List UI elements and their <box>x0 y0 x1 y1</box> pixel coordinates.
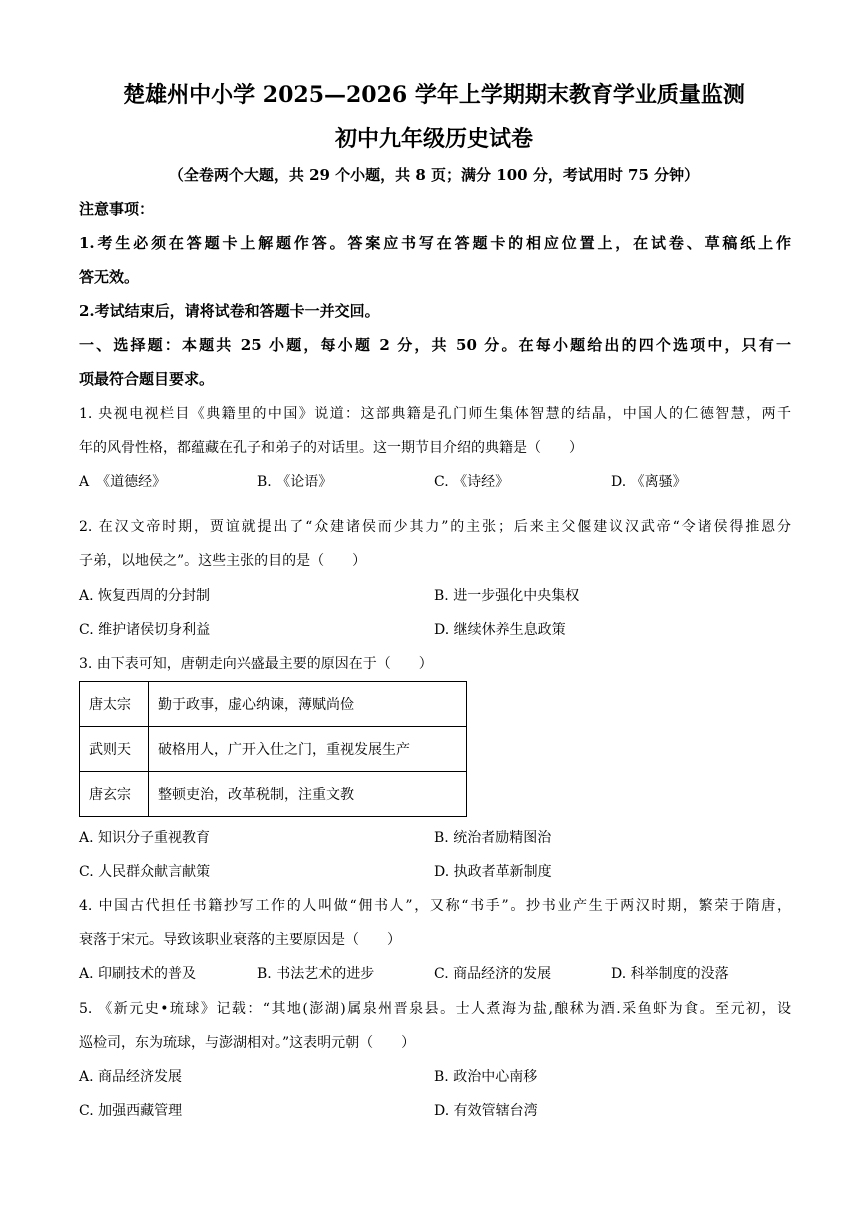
question-4-option-a[interactable]: A. 印刷技术的普及 <box>79 966 197 982</box>
question-5-option-c[interactable]: C. 加强西藏管理 <box>79 1103 183 1119</box>
table-cell-policy: 破格用人，广开入仕之门，重视发展生产 <box>149 727 467 772</box>
table-row <box>80 727 467 772</box>
question-3-option-b[interactable]: B. 统治者励精图治 <box>434 830 552 846</box>
notice-heading: 注意事项： <box>79 200 155 218</box>
exam-info: （全卷两个大题，共 29 个小题，共 8 页；满分 100 分，考试用时 75 分钟） <box>168 166 700 184</box>
question-4-stem-line-2: 衰落于宋元。导致该职业衰落的主要原因是（ ） <box>79 932 401 948</box>
question-5-option-d[interactable]: D. 有效管辖台湾 <box>434 1103 538 1119</box>
table-row <box>80 772 467 817</box>
table-cell-ruler: 唐太宗 <box>80 682 149 727</box>
section-1-heading-line-2: 项最符合题目要求。 <box>79 370 215 388</box>
question-3-stem-line-1: 3. 由下表可知，唐朝走向兴盛最主要的原因在于（ ） <box>79 656 433 672</box>
question-5-option-a[interactable]: A. 商品经济发展 <box>79 1069 183 1085</box>
question-5-stem-line-2: 巡检司，东为琉球，与澎湖相对。”这表明元朝（ ） <box>79 1035 416 1051</box>
table-cell-ruler: 武则天 <box>80 727 149 772</box>
question-1-stem-line-1: 1. 央视电视栏目《典籍里的中国》说道：这部典籍是孔门师生集体智慧的结晶，中国人的仁德智慧，两千 <box>79 406 791 422</box>
notice-item-2: 2.考试结束后，请将试卷和答题卡一并交回。 <box>79 302 380 320</box>
question-5-stem-line-1: 5. 《新元史•琉球》记载：“其地(澎湖)属泉州晋泉县。士人煮海为盐,酿秫为酒.采鱼虾为食。至元初，设 <box>79 1001 791 1017</box>
question-3-option-a[interactable]: A. 知识分子重视教育 <box>79 830 211 846</box>
question-2-option-d[interactable]: D. 继续休养生息政策 <box>434 622 566 638</box>
question-2-option-a[interactable]: A. 恢复西周的分封制 <box>79 588 211 604</box>
section-1-heading-line-1: 一、选择题：本题共 25 小题，每小题 2 分，共 50 分。在每小题给出的四个选项中，只有一 <box>79 336 791 354</box>
question-3-option-c[interactable]: C. 人民群众献言献策 <box>79 864 211 880</box>
table-row <box>80 682 467 727</box>
question-1-stem-line-2: 年的风骨性格，都蕴藏在孔子和弟子的对话里。这一期节目介绍的典籍是（ ） <box>79 440 583 456</box>
question-4-option-b[interactable]: B. 书法艺术的进步 <box>257 966 375 982</box>
table-cell-ruler: 唐玄宗 <box>80 772 149 817</box>
notice-item-1-line-1: 1.考生必须在答题卡上解题作答。答案应书写在答题卡的相应位置上，在试卷、草稿纸上作 <box>79 234 791 252</box>
question-1-option-a[interactable]: A 《道德经》 <box>79 474 167 490</box>
notice-item-1-line-2: 答无效。 <box>79 268 140 286</box>
question-3-table <box>79 681 467 817</box>
question-2-stem-line-2: 子弟，以地侯之”。这些主张的目的是（ ） <box>79 553 367 569</box>
table-cell-policy: 勤于政事，虚心纳谏，薄赋尚俭 <box>149 682 467 727</box>
question-2-stem-line-1: 2. 在汉文帝时期，贾谊就提出了“众建诸侯而少其力”的主张；后来主父偃建议汉武帝“令诸侯得推恩分 <box>79 519 791 535</box>
question-2-option-b[interactable]: B. 进一步强化中央集权 <box>434 588 580 604</box>
question-1-option-b[interactable]: B. 《论语》 <box>257 474 333 490</box>
exam-title: 楚雄州中小学 2025—2026 学年上学期期末教育学业质量监测 <box>123 82 745 108</box>
question-2-option-c[interactable]: C. 维护诸侯切身利益 <box>79 622 211 638</box>
question-3-option-d[interactable]: D. 执政者革新制度 <box>434 864 552 880</box>
question-1-option-c[interactable]: C. 《诗经》 <box>434 474 510 490</box>
question-4-stem-line-1: 4. 中国古代担任书籍抄写工作的人叫做“佣书人”，又称“书手”。抄书业产生于两汉时期，繁荣于隋唐， <box>79 898 791 914</box>
question-4-option-d[interactable]: D. 科举制度的没落 <box>611 966 729 982</box>
exam-subtitle: 初中九年级历史试卷 <box>334 126 533 152</box>
question-4-option-c[interactable]: C. 商品经济的发展 <box>434 966 552 982</box>
question-5-option-b[interactable]: B. 政治中心南移 <box>434 1069 538 1085</box>
table-cell-policy: 整顿吏治，改革税制，注重文教 <box>149 772 467 817</box>
question-1-option-d[interactable]: D. 《离骚》 <box>611 474 687 490</box>
